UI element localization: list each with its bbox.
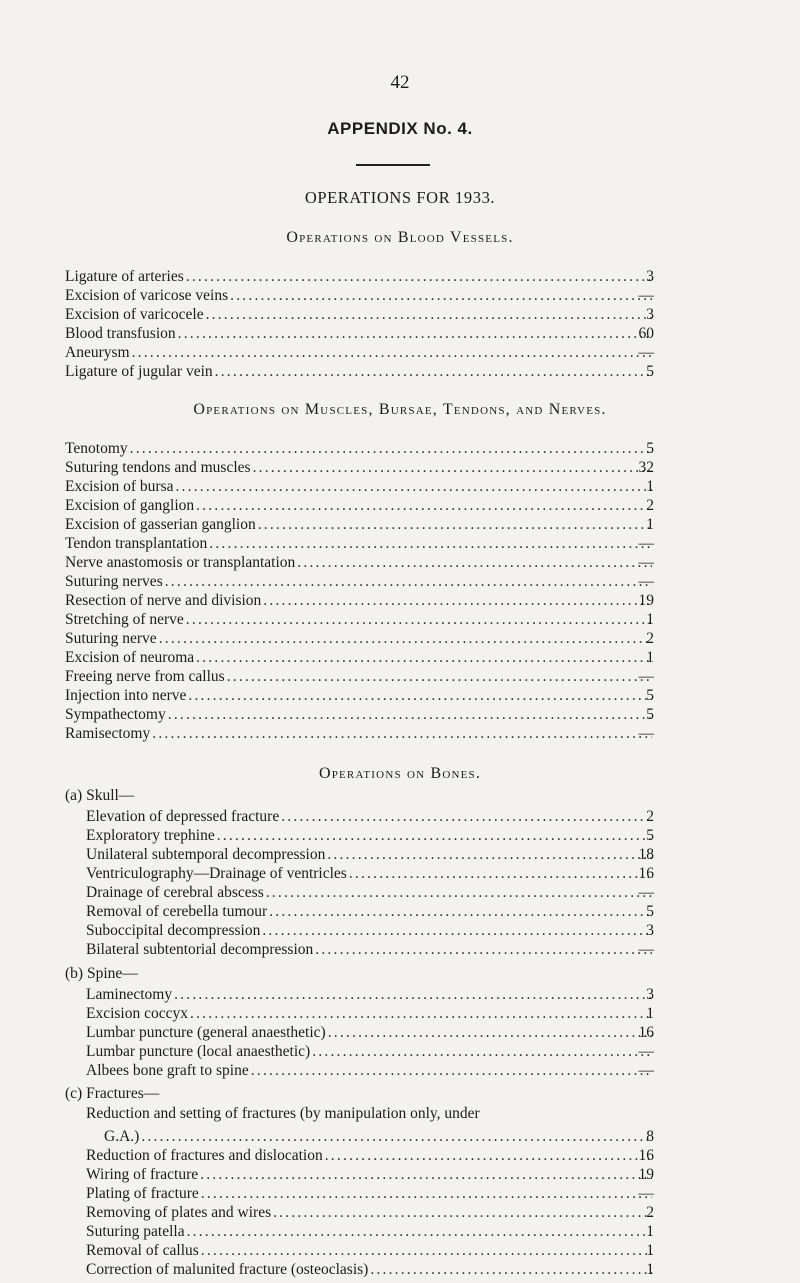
subsection-title-fractures: (c) Fractures— — [65, 1085, 160, 1102]
table-row: Injection into nerve ..... 5 — [65, 685, 654, 705]
table-row: Stretching of nerve ..... 1 — [65, 609, 654, 629]
subsection-title-spine: (b) Spine— — [65, 965, 138, 982]
table-row: Ligature of arteries ..... 3 — [65, 266, 654, 286]
table-row: Excision of gasserian ganglion ..... 1 — [65, 514, 654, 534]
table-row: Ventriculography—Drainage of ventricles ..... 16 — [86, 863, 654, 883]
table-row: Removing of plates and wires ..... 2 — [86, 1202, 654, 1222]
section-heading-muscles-nerves: Operations on Muscles, Bursae, Tendons, and Nerves. — [193, 401, 607, 418]
table-row: Excision of varicocele ..... 3 — [65, 304, 654, 324]
table-row: Tendon transplantation ..... — — [65, 533, 654, 553]
table-row: Resection of nerve and division ..... 19 — [65, 590, 654, 610]
table-row: Excision of bursa ..... 1 — [65, 476, 654, 496]
table-row: Removal of callus ..... 1 — [86, 1240, 654, 1260]
divider — [356, 164, 430, 166]
table-row: Nerve anastomosis or transplantation ..... — — [65, 552, 654, 572]
table-row: Sympathectomy ..... 5 — [65, 704, 654, 724]
table-row: Ligature of jugular vein ..... 5 — [65, 361, 654, 381]
table-row: Excision of ganglion ..... 2 — [65, 495, 654, 515]
table-row: Ramisectomy ..... — — [65, 723, 654, 743]
table-row: Wiring of fracture ..... 19 — [86, 1164, 654, 1184]
table-row: G.A.) ..... 8 — [104, 1126, 654, 1146]
section-heading-blood-vessels: Operations on Blood Vessels. — [286, 229, 514, 246]
appendix-title: APPENDIX No. 4. — [327, 119, 473, 138]
table-row: Lumbar puncture (general anaesthetic) ..... 16 — [86, 1022, 654, 1042]
table-row: Unilateral subtemporal decompression ..... 18 — [86, 844, 654, 864]
table-row: Exploratory trephine ..... 5 — [86, 825, 654, 845]
table-row: Reduction of fractures and dislocation ..... 16 — [86, 1145, 654, 1165]
table-row: Suturing nerves ..... — — [65, 571, 654, 591]
table-row: Aneurysm ..... — — [65, 342, 654, 362]
main-title: OPERATIONS FOR 1933. — [304, 188, 496, 207]
table-row: Freeing nerve from callus ..... — — [65, 666, 654, 686]
table-row: Suturing nerve ..... 2 — [65, 628, 654, 648]
table-row: Removal of cerebella tumour ..... 5 — [86, 901, 654, 921]
table-row: Blood transfusion ..... 60 — [65, 323, 654, 343]
table-row: Plating of fracture ..... — — [86, 1183, 654, 1203]
table-row: Elevation of depressed fracture ..... 2 — [86, 806, 654, 826]
table-row: Albees bone graft to spine ..... — — [86, 1060, 654, 1080]
wrapped-entry-first-line: Reduction and setting of fractures (by manipulation only, under — [86, 1105, 480, 1122]
subsection-title-skull: (a) Skull— — [65, 787, 135, 804]
table-row: Excision of varicose veins ..... — — [65, 285, 654, 305]
page-number: 42 — [390, 72, 410, 93]
table-row: Lumbar puncture (local anaesthetic) ..... — — [86, 1041, 654, 1061]
section-heading-bones: Operations on Bones. — [318, 765, 482, 782]
table-row: Suturing tendons and muscles ..... 32 — [65, 457, 654, 477]
table-row: Excision of neuroma ..... 1 — [65, 647, 654, 667]
table-row: Tenotomy ..... 5 — [65, 438, 654, 458]
table-row: Drainage of cerebral abscess ..... — — [86, 882, 654, 902]
table-row: Correction of malunited fracture (osteoclasis) ..... 1 — [86, 1259, 654, 1279]
table-row: Laminectomy ..... 3 — [86, 984, 654, 1004]
table-row: Bilateral subtentorial decompression ..... — — [86, 939, 654, 959]
table-row: Suturing patella ..... 1 — [86, 1221, 654, 1241]
table-row: Excision coccyx ..... 1 — [86, 1003, 654, 1023]
table-row: Suboccipital decompression ..... 3 — [86, 920, 654, 940]
